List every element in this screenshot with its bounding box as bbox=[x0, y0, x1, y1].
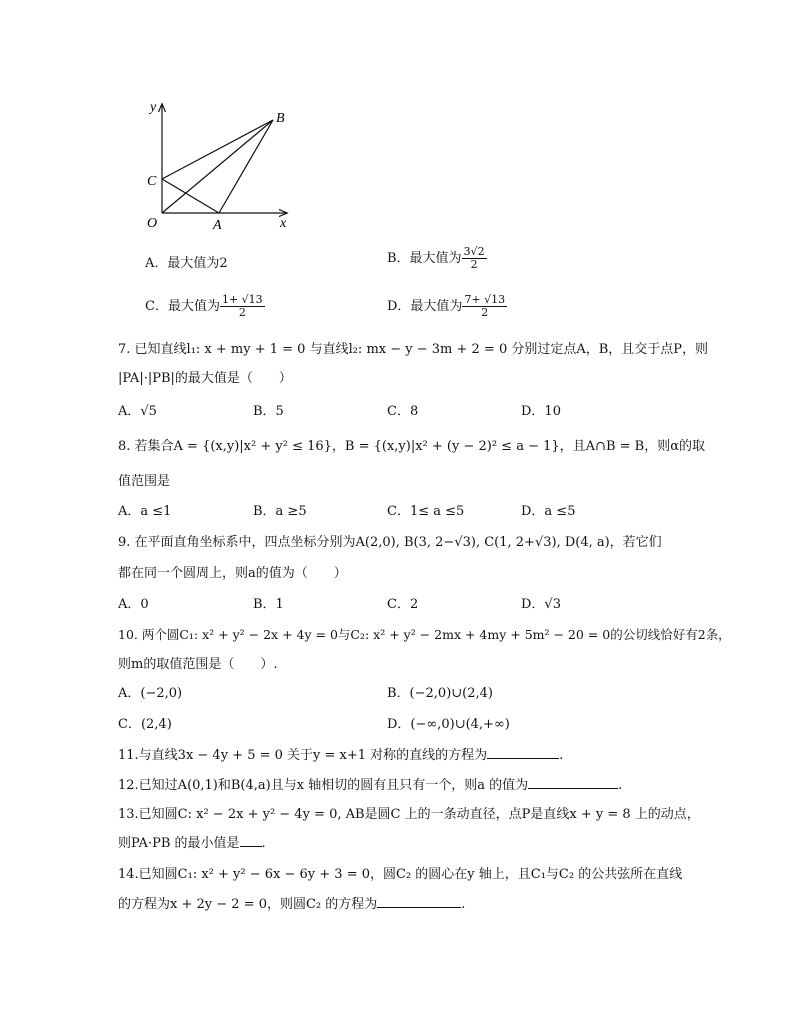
q6-option-b: B．最大值为 $\frac{3√2}{2}$ bbox=[387, 245, 485, 271]
segment-ob bbox=[162, 120, 273, 213]
q10-option-a: A．(−2,0) bbox=[118, 686, 183, 701]
label-c: C bbox=[147, 174, 157, 189]
q7-stem-line2: |PA|·|PB|的最大值是（ ） bbox=[118, 371, 292, 386]
segment-ca bbox=[162, 179, 219, 213]
label-b: B bbox=[276, 111, 285, 126]
q7-option-c: C．8 bbox=[387, 404, 419, 419]
q8-option-c: C．1≤ a ≤5 bbox=[387, 504, 465, 519]
q8-stem-line2: 值范围是 bbox=[118, 474, 171, 489]
q12-stem: 12.已知过A(0,1)和B(4,a)且与x 轴相切的圆有且只有一个，则a 的值为 . bbox=[118, 778, 623, 793]
q8-stem-line1: 8. 若集合A = {(x,y)|x² + y² ≤ 16}，B = {(x,y)|x² + (y − 2)² ≤ a − 1}，且A∩B = B，则α的取 bbox=[118, 439, 705, 454]
q10-option-b: B．(−2,0)∪(2,4) bbox=[387, 686, 493, 701]
answer-blank[interactable] bbox=[377, 895, 461, 908]
label-y: y bbox=[150, 100, 157, 115]
q9-option-a: A．0 bbox=[118, 597, 149, 612]
q6-option-c: C．最大值为 $\frac{1+ √13}{2}$ bbox=[145, 293, 263, 319]
label-o: O bbox=[147, 216, 158, 231]
q7-stem-line1: 7. 已知直线l₁: x + my + 1 = 0 与直线l₂: mx − y − 3m + 2 = 0 分别过定点A，B，且交于点P，则 bbox=[118, 342, 709, 357]
q11-stem: 11.与直线3x − 4y + 5 = 0 关于y = x+1 对称的直线的方程为 . bbox=[118, 748, 564, 763]
q13-stem-line1: 13.已知圆C: x² − 2x + y² − 4y = 0, AB是圆C 上的一条动直径，点P是直线x + y = 8 上的动点， bbox=[118, 807, 700, 822]
answer-blank[interactable] bbox=[240, 834, 262, 847]
q7-option-a: A．√5 bbox=[118, 404, 157, 419]
geometry-figure bbox=[140, 95, 300, 235]
q14-stem-line1: 14.已知圆C₁: x² + y² − 6x − 6y + 3 = 0，圆C₂ 的圆心在y 轴上，且C₁与C₂ 的公共弦所在直线 bbox=[118, 867, 683, 882]
q13-stem-line2: 则PA·PB 的最小值是 . bbox=[118, 836, 266, 851]
q6-option-d: D．最大值为 $\frac{7+ √13}{2}$ bbox=[387, 293, 506, 319]
q10-stem-line1: 10. 两个圆C₁: x² + y² − 2x + 4y = 0与C₂: x² + y² − 2mx + 4my + 5m² − 20 = 0的公切线恰好有2条， bbox=[118, 627, 731, 642]
q9-option-d: D．√3 bbox=[521, 597, 561, 612]
q14-stem-line2: 的方程为x + 2y − 2 = 0，则圆C₂ 的方程为 . bbox=[118, 897, 466, 912]
q9-stem-line1: 9. 在平面直角坐标系中，四点坐标分别为A(2,0), B(3, 2−√3), C(1, 2+√3), D(4, a)，若它们 bbox=[118, 535, 662, 550]
answer-blank[interactable] bbox=[528, 776, 618, 789]
q10-option-c: C．(2,4) bbox=[118, 717, 172, 732]
q6-option-a: A．最大值为2 bbox=[145, 256, 228, 271]
q8-option-d: D．a ≤5 bbox=[521, 504, 576, 519]
q9-option-b: B．1 bbox=[253, 597, 284, 612]
answer-blank[interactable] bbox=[487, 746, 559, 759]
q7-option-b: B．5 bbox=[253, 404, 284, 419]
q7-option-d: D．10 bbox=[521, 404, 561, 419]
q8-option-a: A．a ≤1 bbox=[118, 504, 172, 519]
q9-option-c: C．2 bbox=[387, 597, 419, 612]
q8-option-b: B．a ≥5 bbox=[253, 504, 307, 519]
q9-stem-line2: 都在同一个圆周上，则a的值为（ ） bbox=[118, 566, 347, 581]
label-x: x bbox=[280, 216, 287, 231]
label-a: A bbox=[213, 218, 222, 233]
q10-option-d: D．(−∞,0)∪(4,+∞) bbox=[387, 717, 510, 732]
q10-stem-line2: 则m的取值范围是（ ）. bbox=[118, 657, 278, 672]
